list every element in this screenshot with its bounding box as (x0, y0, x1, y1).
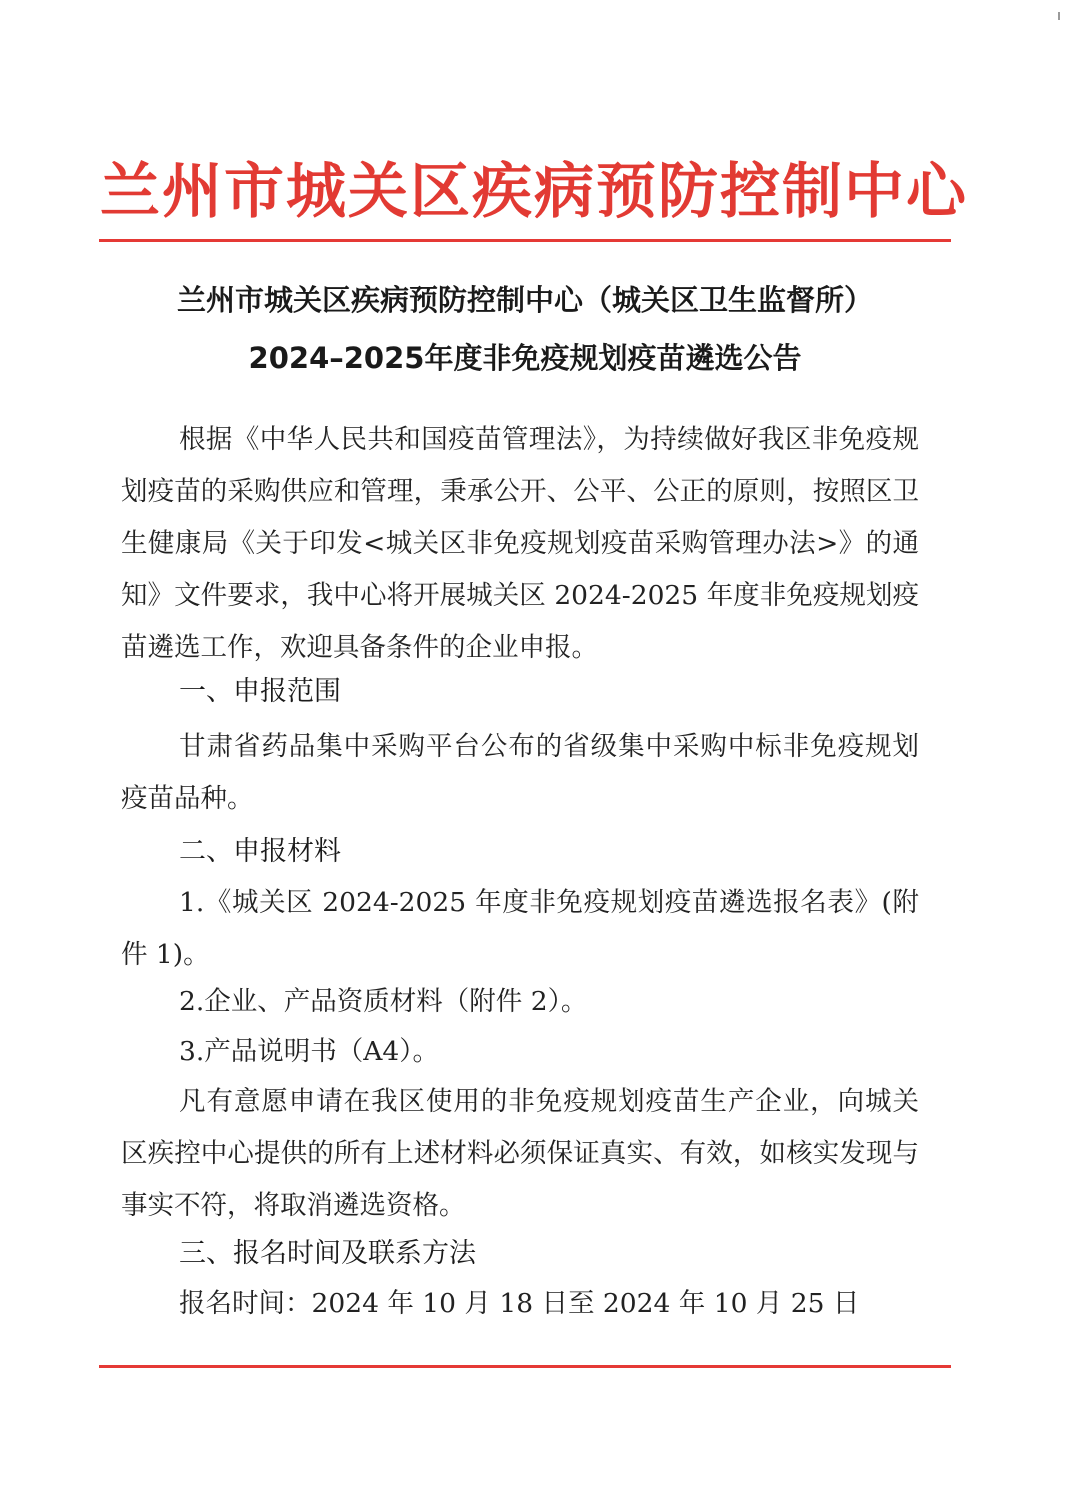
registration-time: 报名时间：2024 年 10 月 18 日至 2024 年 10 月 25 日 (179, 1288, 860, 1319)
scan-edge-mark (1058, 12, 1060, 20)
section-1-paragraph: 甘肃省药品集中采购平台公布的省级集中采购中标非免疫规划疫苗品种。 (121, 731, 919, 814)
section-2-item-3: 3.产品说明书（A4）。 (179, 1036, 440, 1067)
section-2-paragraph: 凡有意愿申请在我区使用的非免疫规划疫苗生产企业，向城关区疾控中心提供的所有上述材料必须保证真实、有效，如核实发现与事实不符，将取消遴选资格。 (121, 1086, 919, 1221)
section-1-heading: 一、申报范围 (179, 676, 341, 707)
section-2-heading: 二、申报材料 (179, 836, 341, 867)
notice-title-line-2: 2024–2025年度非免疫规划疫苗遴选公告 (248, 341, 802, 375)
intro-paragraph: 根据《中华人民共和国疫苗管理法》，为持续做好我区非免疫规划疫苗的采购供应和管理，秉承公开、公平、公正的原则，按照区卫生健康局《关于印发<城关区非免疫规划疫苗采购管理办法>》的通知》文件要求，我中心将开展城关区 2024-2025 年度非免疫规划疫苗遴选工作，欢迎具备条件的企业申报。 (121, 424, 919, 663)
section-2-item-1: 1.《城关区 2024-2025 年度非免疫规划疫苗遴选报名表》(附件 1)。 (121, 887, 919, 970)
letterhead-title: 兰州市城关区疾病预防控制中心 (100, 157, 968, 227)
footer-red-rule (99, 1365, 951, 1368)
section-3-heading: 三、报名时间及联系方法 (179, 1238, 476, 1269)
section-2-item-2: 2.企业、产品资质材料（附件 2）。 (179, 986, 588, 1017)
notice-title-line-1: 兰州市城关区疾病预防控制中心（城关区卫生监督所） (176, 283, 873, 317)
letterhead-red-rule (99, 239, 951, 242)
